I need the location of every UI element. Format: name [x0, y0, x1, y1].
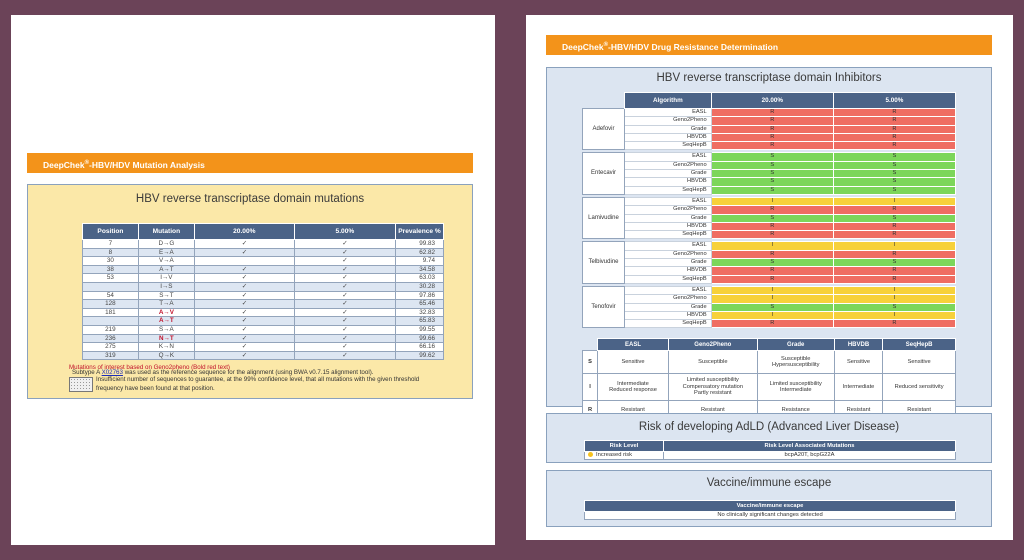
risk-section — [546, 413, 992, 463]
drug-name-cell: Telbivudine — [583, 242, 625, 283]
registered-mark: ® — [84, 160, 89, 166]
result-20pct-cell: R — [711, 250, 833, 258]
legend-row — [583, 351, 956, 374]
prevalence-cell: 99.62 — [396, 351, 444, 360]
interpretation-legend-table — [582, 338, 956, 420]
vaccine-col: Vaccine/immune escape — [585, 501, 956, 512]
check-5pct-cell: ✓ — [294, 308, 395, 317]
legend-cell: Intermediate — [834, 374, 882, 401]
algorithm-cell: Grade — [624, 259, 711, 267]
algorithm-cell: SeqHepB — [624, 231, 711, 239]
legend-cell: Limited susceptibility Intermediate — [757, 374, 834, 401]
algorithm-cell: Grade — [624, 170, 711, 178]
check-20pct-cell: ✓ — [194, 240, 294, 249]
check-20pct-cell: ✓ — [194, 351, 294, 360]
table-row — [83, 325, 444, 334]
result-20pct-cell: S — [711, 259, 833, 267]
result-20pct-cell: R — [711, 275, 833, 283]
table-row — [83, 282, 444, 291]
result-5pct-cell: I — [833, 311, 955, 319]
algorithm-cell: Geno2Pheno — [624, 295, 711, 303]
algorithm-cell: EASL — [624, 242, 711, 250]
check-5pct-cell: ✓ — [294, 282, 395, 291]
table-row — [583, 133, 956, 141]
result-5pct-cell: R — [833, 142, 955, 150]
drug-name-cell: Lamivudine — [583, 197, 625, 238]
table-row — [583, 286, 956, 294]
position-cell — [83, 317, 139, 326]
reference-link[interactable]: X02763 — [101, 369, 123, 376]
prevalence-cell: 99.83 — [396, 240, 444, 249]
check-20pct-cell: ✓ — [194, 343, 294, 352]
algorithm-cell: HBVDB — [624, 267, 711, 275]
algorithm-cell: SeqHepB — [624, 320, 711, 328]
table-row — [583, 242, 956, 250]
interest-note: Mutations of interest based on Geno2pheno (Bold red text) — [69, 364, 230, 371]
result-20pct-cell: I — [711, 295, 833, 303]
table-row — [83, 240, 444, 249]
resistance-table — [582, 92, 956, 328]
legend-cell: Resistant — [598, 401, 669, 420]
result-5pct-cell: R — [833, 125, 955, 133]
legend-cell: Resistant — [883, 401, 956, 420]
risk-title: Risk of developing AdLD (Advanced Liver Disease) — [638, 421, 900, 433]
table-row — [83, 317, 444, 326]
algorithm-cell: HBVDB — [624, 311, 711, 319]
position-cell: 30 — [83, 257, 139, 266]
result-5pct-cell: S — [833, 186, 955, 194]
check-20pct-cell: ✓ — [194, 274, 294, 283]
prevalence-cell: 99.66 — [396, 334, 444, 343]
legend-col-seqhepb: SeqHepB — [883, 339, 956, 351]
result-5pct-cell: R — [833, 117, 955, 125]
result-20pct-cell: R — [711, 206, 833, 214]
algorithm-cell: HBVDB — [624, 133, 711, 141]
vaccine-title: Vaccine/immune escape — [706, 477, 832, 489]
vaccine-section — [546, 470, 992, 527]
col-5pct: 5.00% — [294, 224, 395, 240]
table-row — [83, 334, 444, 343]
legend-cell: Resistant — [834, 401, 882, 420]
prevalence-cell: 34.58 — [396, 265, 444, 274]
col-algorithm: Algorithm — [624, 93, 711, 109]
legend-cell: Reduced sensitivity — [883, 374, 956, 401]
result-20pct-cell: R — [711, 117, 833, 125]
result-5pct-cell: S — [833, 161, 955, 169]
col-20pct: 20.00% — [194, 224, 294, 240]
table-row — [583, 231, 956, 239]
banner-brand: DeepChek — [43, 159, 85, 170]
result-20pct-cell: R — [711, 125, 833, 133]
result-20pct-cell: R — [711, 142, 833, 150]
legend-key-cell: I — [583, 374, 598, 401]
algorithm-cell: SeqHepB — [624, 186, 711, 194]
table-row — [583, 186, 956, 194]
table-row — [583, 214, 956, 222]
check-20pct-cell: ✓ — [194, 265, 294, 274]
prevalence-cell: 32.83 — [396, 308, 444, 317]
mutation-cell: A→V — [138, 308, 194, 317]
section-title: HBV reverse transcriptase domain mutations — [135, 193, 365, 205]
mutations-table — [82, 223, 444, 360]
result-5pct-cell: R — [833, 231, 955, 239]
inhibitors-section — [546, 67, 992, 413]
position-cell: 181 — [83, 308, 139, 317]
position-cell: 236 — [83, 334, 139, 343]
mutation-cell: S→A — [138, 325, 194, 334]
table-row — [583, 117, 956, 125]
drug-name-cell: Adefovir — [583, 109, 625, 150]
position-cell: 53 — [83, 274, 139, 283]
check-20pct-cell: ✓ — [194, 334, 294, 343]
legend-cell: Sensitive — [834, 351, 882, 374]
result-20pct-cell: I — [711, 197, 833, 205]
col-20pct: 20.00% — [711, 93, 833, 109]
legend-col-grade: Grade — [757, 339, 834, 351]
table-row — [583, 320, 956, 328]
result-20pct-cell: S — [711, 153, 833, 161]
check-5pct-cell: ✓ — [294, 351, 395, 360]
table-row — [583, 178, 956, 186]
check-20pct-cell: ✓ — [194, 325, 294, 334]
result-20pct-cell: R — [711, 222, 833, 230]
subtype-note-pre: Subtype A — [72, 369, 100, 376]
banner-title: -HBV/HDV Drug Resistance Determination — [608, 41, 779, 52]
result-5pct-cell: R — [833, 320, 955, 328]
result-20pct-cell: R — [711, 231, 833, 239]
result-5pct-cell: I — [833, 295, 955, 303]
page-banner — [27, 153, 473, 173]
position-cell: 7 — [83, 240, 139, 249]
table-row — [583, 125, 956, 133]
mutation-cell: E→A — [138, 248, 194, 257]
result-20pct-cell: R — [711, 320, 833, 328]
result-20pct-cell: R — [711, 109, 833, 117]
position-cell: 54 — [83, 291, 139, 300]
mutation-cell: N→T — [138, 334, 194, 343]
mutation-cell: I→V — [138, 274, 194, 283]
result-20pct-cell: I — [711, 286, 833, 294]
vaccine-table — [584, 500, 956, 520]
table-row — [583, 170, 956, 178]
table-row — [583, 303, 956, 311]
drug-name-cell: Entecavir — [583, 153, 625, 194]
insufficient-swatch — [69, 377, 93, 392]
result-5pct-cell: S — [833, 303, 955, 311]
prevalence-cell: 30.28 — [396, 282, 444, 291]
check-5pct-cell: ✓ — [294, 257, 395, 266]
insufficient-note: Insufficient number of sequences to guarantee, at the 99% confidence level, that all mutations with the given threshold frequency have been found at that position. — [96, 376, 420, 392]
legend-row — [583, 374, 956, 401]
result-20pct-cell: R — [711, 267, 833, 275]
position-cell: 38 — [83, 265, 139, 274]
result-20pct-cell: S — [711, 214, 833, 222]
risk-mutations-value: bcpA20T, bcpG22A — [664, 452, 956, 460]
algorithm-cell: Geno2Pheno — [624, 206, 711, 214]
algorithm-cell: EASL — [624, 286, 711, 294]
drug-name-cell: Tenofovir — [583, 286, 625, 327]
report-page-mutation-analysis — [11, 15, 495, 545]
vaccine-value: No clinically significant changes detected — [585, 512, 956, 520]
result-5pct-cell: S — [833, 214, 955, 222]
algorithm-cell: Geno2Pheno — [624, 161, 711, 169]
risk-level-value: Increased risk — [596, 452, 633, 459]
table-row — [83, 274, 444, 283]
position-cell: 275 — [83, 343, 139, 352]
algorithm-cell: Grade — [624, 214, 711, 222]
result-5pct-cell: S — [833, 153, 955, 161]
table-row — [583, 275, 956, 283]
mutation-cell: K→N — [138, 343, 194, 352]
result-5pct-cell: R — [833, 206, 955, 214]
algorithm-cell: Grade — [624, 125, 711, 133]
check-20pct-cell: ✓ — [194, 300, 294, 309]
algorithm-cell: HBVDB — [624, 178, 711, 186]
risk-table — [584, 440, 956, 460]
legend-cell: Sensitive — [883, 351, 956, 374]
prevalence-cell: 62.82 — [396, 248, 444, 257]
table-row — [83, 248, 444, 257]
result-5pct-cell: S — [833, 178, 955, 186]
check-20pct-cell: ✓ — [194, 308, 294, 317]
col-5pct: 5.00% — [833, 93, 955, 109]
result-20pct-cell: S — [711, 178, 833, 186]
legend-col-easl: EASL — [598, 339, 669, 351]
subtype-note-post: was used as the reference sequence for the alignment (using BWA v0.7.15 alignment tool). — [124, 369, 374, 376]
check-5pct-cell: ✓ — [294, 240, 395, 249]
result-5pct-cell: R — [833, 275, 955, 283]
legend-col-hbvdb: HBVDB — [834, 339, 882, 351]
result-20pct-cell: S — [711, 161, 833, 169]
check-5pct-cell: ✓ — [294, 274, 395, 283]
prevalence-cell: 97.86 — [396, 291, 444, 300]
check-20pct-cell: ✓ — [194, 291, 294, 300]
mutation-cell: Q→K — [138, 351, 194, 360]
prevalence-cell: 66.16 — [396, 343, 444, 352]
check-20pct-cell: ✓ — [194, 317, 294, 326]
check-20pct-cell: ✓ — [194, 248, 294, 257]
algorithm-cell: EASL — [624, 109, 711, 117]
table-row — [83, 351, 444, 360]
result-5pct-cell: I — [833, 197, 955, 205]
result-5pct-cell: R — [833, 267, 955, 275]
table-row — [583, 206, 956, 214]
risk-col-level: Risk Level — [585, 441, 664, 452]
mutation-cell: A→T — [138, 317, 194, 326]
mutation-cell: V→A — [138, 257, 194, 266]
prevalence-cell: 63.03 — [396, 274, 444, 283]
check-5pct-cell: ✓ — [294, 265, 395, 274]
risk-dot-icon — [588, 452, 593, 457]
banner-brand: DeepChek — [562, 41, 604, 52]
check-5pct-cell: ✓ — [294, 291, 395, 300]
col-mutation: Mutation — [138, 224, 194, 240]
algorithm-cell: Geno2Pheno — [624, 250, 711, 258]
registered-mark: ® — [603, 42, 608, 48]
result-20pct-cell: R — [711, 133, 833, 141]
algorithm-cell: Geno2Pheno — [624, 117, 711, 125]
check-5pct-cell: ✓ — [294, 300, 395, 309]
legend-cell: Resistant — [668, 401, 757, 420]
legend-cell: Resistance — [757, 401, 834, 420]
blank-header — [583, 93, 625, 109]
check-5pct-cell: ✓ — [294, 325, 395, 334]
result-5pct-cell: R — [833, 222, 955, 230]
mutation-cell: S→T — [138, 291, 194, 300]
check-5pct-cell: ✓ — [294, 343, 395, 352]
table-row — [83, 265, 444, 274]
algorithm-cell: SeqHepB — [624, 275, 711, 283]
result-20pct-cell: I — [711, 311, 833, 319]
legend-cell: Susceptible — [668, 351, 757, 374]
position-cell: 8 — [83, 248, 139, 257]
col-prevalence: Prevalence % — [396, 224, 444, 240]
check-20pct-cell: ✓ — [194, 282, 294, 291]
result-5pct-cell: I — [833, 242, 955, 250]
section-title: HBV reverse transcriptase domain Inhibitors — [656, 72, 882, 84]
position-cell: 128 — [83, 300, 139, 309]
check-5pct-cell: ✓ — [294, 317, 395, 326]
result-5pct-cell: S — [833, 259, 955, 267]
result-20pct-cell: I — [711, 242, 833, 250]
table-row — [83, 343, 444, 352]
legend-cell: Limited susceptibility Compensatory mutation Partly resistant — [668, 374, 757, 401]
legend-cell: Intermediate Reduced response — [598, 374, 669, 401]
table-row — [83, 308, 444, 317]
algorithm-cell: Grade — [624, 303, 711, 311]
result-5pct-cell: S — [833, 170, 955, 178]
check-5pct-cell: ✓ — [294, 248, 395, 257]
table-row — [583, 222, 956, 230]
position-cell — [83, 282, 139, 291]
result-20pct-cell: S — [711, 170, 833, 178]
table-row — [83, 257, 444, 266]
position-cell: 319 — [83, 351, 139, 360]
legend-key-cell: R — [583, 401, 598, 420]
legend-key-cell: S — [583, 351, 598, 374]
result-5pct-cell: R — [833, 109, 955, 117]
table-row — [583, 295, 956, 303]
legend-cell: Susceptible Hypersusceptibility — [757, 351, 834, 374]
prevalence-cell: 9.74 — [396, 257, 444, 266]
legend-cell: Sensitive — [598, 351, 669, 374]
mutation-cell: A→T — [138, 265, 194, 274]
table-row — [583, 259, 956, 267]
algorithm-cell: HBVDB — [624, 222, 711, 230]
result-20pct-cell: S — [711, 186, 833, 194]
algorithm-cell: EASL — [624, 197, 711, 205]
table-row — [583, 311, 956, 319]
table-row — [583, 250, 956, 258]
legend-col-geno2pheno: Geno2Pheno — [668, 339, 757, 351]
result-5pct-cell: R — [833, 133, 955, 141]
mutation-cell: D→G — [138, 240, 194, 249]
check-20pct-cell — [194, 257, 294, 266]
position-cell: 219 — [83, 325, 139, 334]
algorithm-cell: SeqHepB — [624, 142, 711, 150]
risk-level-cell — [585, 452, 664, 460]
table-row — [83, 300, 444, 309]
prevalence-cell: 65.46 — [396, 300, 444, 309]
result-5pct-cell: I — [833, 286, 955, 294]
table-row — [583, 142, 956, 150]
result-5pct-cell: R — [833, 250, 955, 258]
table-row — [583, 267, 956, 275]
col-position: Position — [83, 224, 139, 240]
table-row — [583, 109, 956, 117]
table-row — [583, 153, 956, 161]
mutation-cell: T→A — [138, 300, 194, 309]
table-row — [583, 161, 956, 169]
mutation-cell: I→S — [138, 282, 194, 291]
risk-col-mutations: Risk Level Associated Mutations — [664, 441, 956, 452]
result-20pct-cell: S — [711, 303, 833, 311]
page-banner — [546, 35, 992, 55]
report-page-drug-resistance — [526, 15, 1013, 540]
blank-header — [583, 339, 598, 351]
table-row — [583, 197, 956, 205]
table-row — [83, 291, 444, 300]
check-5pct-cell: ✓ — [294, 334, 395, 343]
prevalence-cell: 99.55 — [396, 325, 444, 334]
prevalence-cell: 65.83 — [396, 317, 444, 326]
banner-title: -HBV/HDV Mutation Analysis — [89, 159, 205, 170]
algorithm-cell: EASL — [624, 153, 711, 161]
